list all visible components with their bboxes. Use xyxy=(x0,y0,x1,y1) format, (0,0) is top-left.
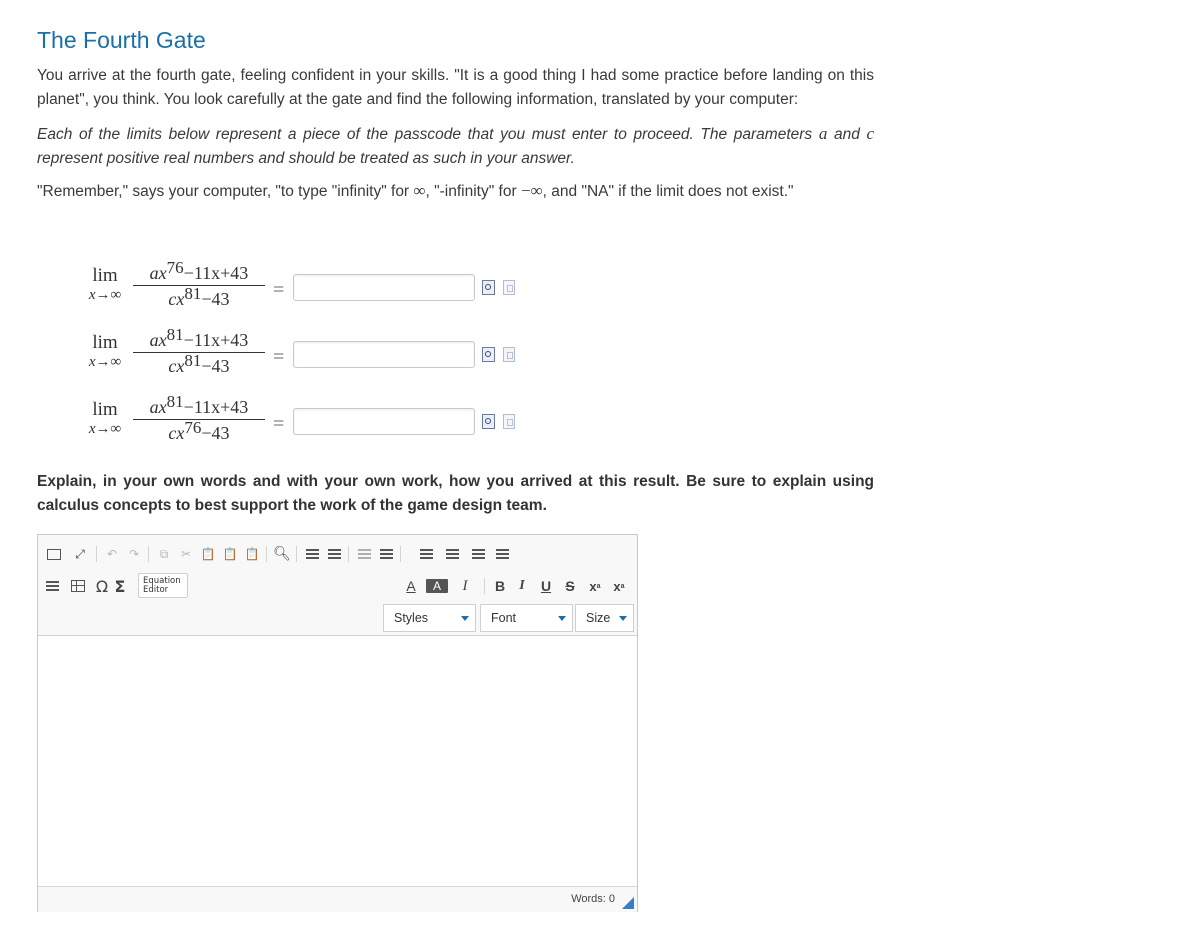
editor-toolbar xyxy=(38,535,637,636)
align-right-icon[interactable] xyxy=(470,544,486,564)
equals-sign: = xyxy=(273,346,285,368)
size-dropdown[interactable]: Size xyxy=(575,604,634,632)
preview-icon[interactable] xyxy=(482,414,495,429)
limit-row-1 xyxy=(37,258,637,318)
undo-icon[interactable]: ↶ xyxy=(106,547,118,561)
help-document-icon[interactable] xyxy=(503,347,515,362)
toolbar-separator xyxy=(266,546,267,562)
limit-3-answer-input[interactable] xyxy=(293,408,475,435)
justify-icon[interactable] xyxy=(494,544,510,564)
toolbar-separator xyxy=(96,546,97,562)
explain-prompt: Explain, in your own words and with your own work, how you arrived at this result. Be sure to explain using calculus concepts to best support the work of the game design team. xyxy=(37,473,874,514)
subscript-button[interactable]: x a xyxy=(589,578,601,594)
align-left-icon[interactable] xyxy=(418,544,434,564)
toolbar-separator xyxy=(400,546,401,562)
italic-button[interactable]: I xyxy=(519,578,525,593)
cut-icon[interactable]: ✂ xyxy=(180,547,192,561)
table-icon[interactable] xyxy=(70,576,86,596)
limit-fraction xyxy=(133,325,265,377)
variable-c: c xyxy=(866,124,874,143)
limit-operator: lim x→∞ xyxy=(88,399,122,437)
help-document-icon[interactable] xyxy=(503,280,515,295)
limit-operator: lim x→∞ xyxy=(88,265,122,303)
strikethrough-button[interactable]: S xyxy=(565,578,575,594)
font-dropdown[interactable]: Font xyxy=(480,604,573,632)
copy-icon[interactable]: ⧉ xyxy=(159,546,169,561)
reminder-paragraph: "Remember," says your computer, "to type "infinity" for ∞, "-infinity" for −∞, and "NA" if the limit does not exist." xyxy=(37,181,794,200)
word-count: Words: 0 xyxy=(571,893,615,905)
limit-1-answer-input[interactable] xyxy=(293,274,475,301)
horizontal-rule-icon[interactable] xyxy=(44,576,60,596)
background-color-button[interactable]: A xyxy=(426,579,448,593)
limit-row-2 xyxy=(37,325,637,385)
limit-2-answer-input[interactable] xyxy=(293,341,475,368)
fraction-denominator: $cx^{81}-43$ xyxy=(168,284,230,309)
rich-text-editor xyxy=(37,534,638,912)
equals-sign: = xyxy=(273,413,285,435)
variable-a: a xyxy=(818,124,828,143)
bulleted-list-icon[interactable] xyxy=(326,544,342,564)
help-document-icon[interactable] xyxy=(503,414,515,429)
chevron-down-icon xyxy=(461,616,469,621)
fraction-denominator: $cx^{76}-43$ xyxy=(168,418,230,443)
negative-infinity-symbol: −∞ xyxy=(520,181,543,200)
limit-fraction xyxy=(133,258,265,310)
limit-row-3 xyxy=(37,392,637,452)
chevron-down-icon xyxy=(558,616,566,621)
toolbar-separator xyxy=(148,546,149,562)
source-icon[interactable] xyxy=(46,544,62,564)
outdent-icon[interactable] xyxy=(356,544,372,564)
equals-sign: = xyxy=(273,279,285,301)
bold-button[interactable]: B xyxy=(494,578,506,594)
fraction-numerator: $ax^{81}-11x+43$ xyxy=(149,325,249,350)
maximize-icon[interactable]: ⤢ xyxy=(75,546,85,561)
editor-text-area[interactable] xyxy=(38,636,637,886)
styles-dropdown[interactable]: Styles xyxy=(383,604,476,632)
paste-text-icon[interactable]: 📋 xyxy=(222,547,238,561)
resize-handle-icon[interactable] xyxy=(622,897,634,909)
sum-symbol-button[interactable]: Σ xyxy=(114,576,126,596)
toolbar-separator xyxy=(348,546,349,562)
numbered-list-icon[interactable] xyxy=(304,544,320,564)
limit-fraction xyxy=(133,392,265,444)
special-character-button[interactable]: Ω xyxy=(95,576,109,596)
limit-operator: lim x→∞ xyxy=(88,332,122,370)
paste-icon[interactable]: 📋 xyxy=(200,547,216,561)
page-title: The Fourth Gate xyxy=(37,27,206,53)
page-content xyxy=(37,26,874,204)
chevron-down-icon xyxy=(619,616,627,621)
preview-icon[interactable] xyxy=(482,280,495,295)
remove-format-button[interactable]: I xyxy=(462,577,468,594)
fraction-numerator: $ax^{76}-11x+43$ xyxy=(149,258,249,283)
fraction-numerator: $ax^{81}-11x+43$ xyxy=(149,392,249,417)
instructions-paragraph: Each of the limits below represent a piece of the passcode that you must enter to proceed. The parameters a and c represent positive real numbers and should be treated as such in your answer. xyxy=(37,124,874,167)
underline-button[interactable]: U xyxy=(540,578,552,594)
find-icon[interactable]: 🔍︎ xyxy=(273,546,291,562)
fraction-denominator: $cx^{81}-43$ xyxy=(168,351,230,376)
toolbar-separator xyxy=(484,578,485,594)
infinity-symbol: ∞ xyxy=(413,181,426,200)
align-center-icon[interactable] xyxy=(444,544,460,564)
paste-word-icon[interactable]: 📋 xyxy=(244,547,260,561)
redo-icon[interactable]: ↷ xyxy=(128,547,140,561)
equation-editor-button[interactable]: Equation Editor xyxy=(138,573,188,598)
toolbar-separator xyxy=(296,546,297,562)
intro-paragraph: You arrive at the fourth gate, feeling confident in your skills. "It is a good thing I had some practice before landing on this planet", you think. You look carefully at the gate and find the following information, translated by your computer: xyxy=(37,67,874,108)
preview-icon[interactable] xyxy=(482,347,495,362)
editor-status-bar xyxy=(38,886,637,912)
text-color-button[interactable]: A xyxy=(406,578,416,594)
indent-icon[interactable] xyxy=(378,544,394,564)
superscript-button[interactable]: x a xyxy=(613,578,625,594)
